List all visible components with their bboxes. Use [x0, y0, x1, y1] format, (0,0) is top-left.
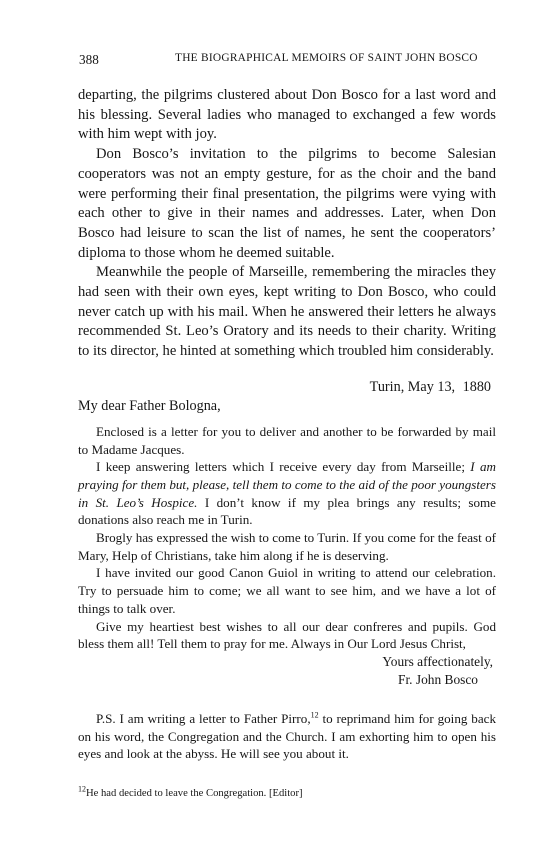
letter-paragraph: I have invited our good Canon Guiol in writing to attend our celebration. Try to persuade him to come; we all want to see him, and we have a lot of things to talk over. [78, 565, 496, 616]
letter-text: I keep answering letters which I receive every day from Marseille; [96, 459, 471, 475]
running-title: THE BIOGRAPHICAL MEMOIRS OF SAINT JOHN BOSCO [175, 52, 478, 64]
letter-paragraph: Enclosed is a letter for you to deliver and another to be forwarded by mail to Madame Jacques. [78, 423, 496, 457]
dateline-year: 1880 [462, 378, 491, 395]
signature: Fr. John Bosco [398, 672, 478, 688]
letter-dateline [78, 378, 496, 397]
body-text [78, 86, 496, 362]
footnote-reference: 12 [310, 710, 319, 720]
page-header [78, 44, 496, 66]
postscript [78, 710, 496, 763]
paragraph: Meanwhile the people of Marseille, remembering the miracles they had seen with their own eyes, kept writing to Don Bosco, who could never catch up with his mail. When he answered their letters he always recommended St. Leo’s Oratory and its needs to their charity. Writing to its director, he hinted at something which troubled him considerably. [78, 264, 496, 360]
paragraph: departing, the pilgrims clustered about Don Bosco for a last word and his blessing. Several ladies who managed to exchanged a few words with him wept with joy. [78, 87, 496, 143]
letter-body [78, 423, 496, 653]
dateline-place: Turin, May [369, 378, 434, 395]
footnote-text: He had decided to leave the Congregation. [Editor] [86, 788, 303, 800]
closing-phrase: Yours affectionately, [382, 653, 493, 669]
paragraph: Don Bosco’s invitation to the pilgrims to become Salesian cooperators was not an empty gesture, for as the choir and the band were performing their final presentation, the pilgrims were vying with each other to give in their names and addresses. Later, when Don Bosco had leisure to scan the list of names, he sent the cooperators’ diploma to those whom he deemed suitable. [78, 146, 496, 261]
letter-salutation: My dear Father Bologna, [78, 397, 221, 414]
postscript-text: P.S. I am writing a letter to Father Pirro, [96, 710, 311, 726]
letter-paragraph: Give my heartiest best wishes to all our dear confreres and pupils. God bless them all! Tell them to pray for me. Always in Our Lord Jesus Christ, [78, 618, 496, 652]
footnote-marker: 12 [78, 784, 86, 794]
letter-paragraph: Brogly has expressed the wish to come to Turin. If you come for the feast of Mary, Help of Christians, take him along if he is deserving. [78, 530, 496, 563]
letter-text: I don’t know if my plea brings any results; some donations also reach me in Turin. [78, 494, 496, 528]
page-number: 388 [79, 52, 99, 67]
dateline-day: 13, [437, 378, 456, 395]
letter-closing [78, 653, 496, 690]
postscript-text: to reprimand him for going back on his word, the Congregation and the Church. I am exhorting him to open his eyes and look at the abyss. He will see you about it. [78, 710, 496, 762]
letter-italic-text: I am praying for them but, please, tell them to come to the aid of the poor youngsters in St. Leo’s Hospice. [78, 459, 496, 510]
letter-paragraph [78, 458, 496, 529]
footnote [78, 784, 496, 801]
book-page [78, 44, 496, 801]
